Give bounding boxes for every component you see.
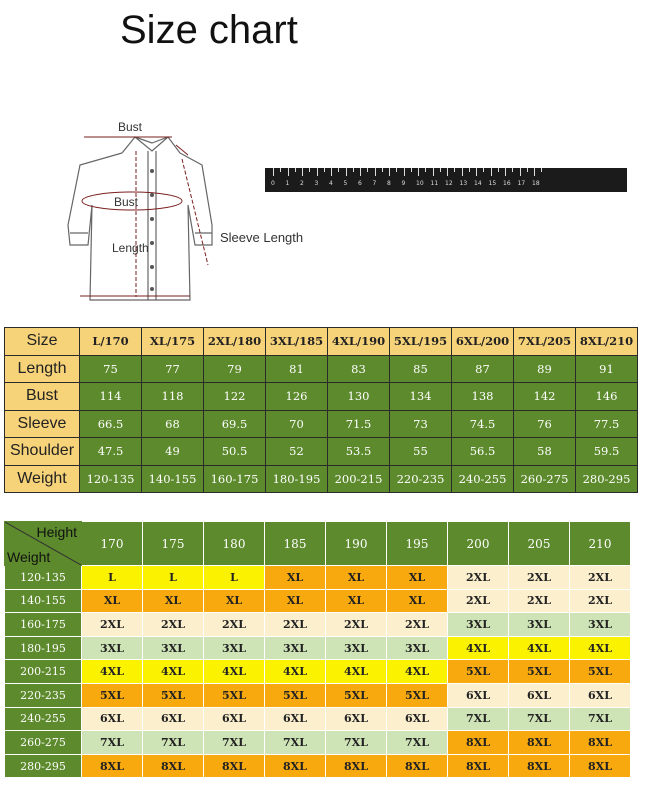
size-recommendation-cell: 2XL: [265, 613, 326, 637]
ruler-number: 17: [517, 180, 526, 187]
size-header-cell: XL/175: [142, 328, 204, 356]
ruler-half-tick: [527, 168, 528, 172]
size-recommendation-cell: 3XL: [204, 636, 265, 660]
ruler-number: 15: [488, 180, 497, 187]
height-header-cell: 210: [570, 522, 631, 566]
ruler-half-tick: [512, 168, 513, 172]
fit-table-row: [5, 707, 631, 731]
size-recommendation-cell: 8XL: [570, 731, 631, 755]
height-weight-fit-table: [4, 521, 631, 778]
ruler-tick: [346, 168, 347, 176]
table-cell: 260-275: [514, 465, 576, 493]
size-recommendation-cell: 8XL: [509, 731, 570, 755]
weight-axis-label: Weight: [7, 549, 51, 565]
ruler-half-tick: [425, 168, 426, 172]
size-recommendation-cell: 6XL: [448, 683, 509, 707]
size-recommendation-cell: 8XL: [448, 731, 509, 755]
size-recommendation-cell: 5XL: [326, 683, 387, 707]
fit-table-row: [5, 683, 631, 707]
size-recommendation-cell: 7XL: [204, 731, 265, 755]
ruler-half-tick: [469, 168, 470, 172]
ruler-number: 6: [358, 180, 362, 187]
ruler-number: 0: [271, 180, 275, 187]
size-recommendation-cell: 5XL: [387, 683, 448, 707]
sleeve-length-label: Sleeve Length: [220, 230, 304, 245]
height-axis-label: Height: [36, 524, 77, 540]
size-recommendation-cell: 5XL: [448, 660, 509, 684]
size-recommendation-cell: 8XL: [265, 754, 326, 778]
ruler-number: 7: [372, 180, 377, 187]
table-cell: 53.5: [328, 438, 390, 466]
size-recommendation-cell: 7XL: [143, 731, 204, 755]
measurement-row-length: [5, 355, 638, 383]
table-cell: 79: [204, 355, 266, 383]
table-cell: 220-235: [390, 465, 452, 493]
ruler-number: 12: [445, 180, 453, 187]
fit-table-row: [5, 566, 631, 590]
ruler-half-tick: [411, 168, 412, 172]
weight-row-label: 240-255: [5, 707, 82, 731]
ruler-number: 16: [503, 180, 511, 187]
ruler-number: 8: [387, 180, 391, 187]
row-label: Sleeve: [5, 410, 80, 438]
page-title: Size chart: [120, 8, 298, 52]
ruler-tick: [389, 168, 390, 176]
weight-row-label: 200-215: [5, 660, 82, 684]
weight-row-label: 160-175: [5, 613, 82, 637]
ruler-half-tick: [338, 168, 339, 172]
size-recommendation-cell: 4XL: [570, 636, 631, 660]
bust-top-label: Bust: [118, 120, 143, 134]
ruler-half-tick: [483, 168, 484, 172]
size-recommendation-cell: 8XL: [509, 754, 570, 778]
size-recommendation-cell: 3XL: [509, 613, 570, 637]
ruler-tick: [360, 168, 361, 176]
ruler-tick: [418, 168, 419, 176]
fit-table-row: [5, 754, 631, 778]
height-header-cell: 175: [143, 522, 204, 566]
ruler-number: 4: [329, 180, 333, 187]
size-recommendation-cell: 5XL: [509, 660, 570, 684]
size-recommendation-cell: 4XL: [265, 660, 326, 684]
table-cell: 55: [390, 438, 452, 466]
size-recommendation-cell: 4XL: [448, 636, 509, 660]
size-header-cell: 8XL/210: [576, 328, 638, 356]
ruler-tick: [476, 168, 477, 176]
table-cell: 126: [266, 383, 328, 411]
size-measurement-table: [4, 327, 638, 493]
bust-mid-label: Bust: [114, 195, 139, 209]
ruler-tick: [331, 168, 332, 176]
ruler-tick: [288, 168, 289, 176]
height-header-cell: 200: [448, 522, 509, 566]
fit-table-row: [5, 731, 631, 755]
size-recommendation-cell: 8XL: [143, 754, 204, 778]
size-recommendation-cell: L: [204, 566, 265, 590]
table-cell: 200-215: [328, 465, 390, 493]
size-recommendation-cell: 7XL: [570, 707, 631, 731]
size-recommendation-cell: 4XL: [143, 660, 204, 684]
table-cell: 142: [514, 383, 576, 411]
ruler-tick: [520, 168, 521, 176]
size-recommendation-cell: 4XL: [204, 660, 265, 684]
table-corner-cell: [5, 522, 82, 566]
height-header-cell: 180: [204, 522, 265, 566]
size-recommendation-cell: 2XL: [509, 566, 570, 590]
size-recommendation-cell: 4XL: [82, 660, 143, 684]
ruler-number: 18: [532, 180, 540, 187]
size-recommendation-cell: 3XL: [448, 613, 509, 637]
table-cell: 66.5: [80, 410, 142, 438]
size-recommendation-cell: 2XL: [82, 613, 143, 637]
table-cell: 140-155: [142, 465, 204, 493]
size-header-cell: 2XL/180: [204, 328, 266, 356]
size-recommendation-cell: L: [143, 566, 204, 590]
ruler-number: 5: [343, 180, 348, 187]
ruler-tick: [534, 168, 535, 176]
size-recommendation-cell: 7XL: [265, 731, 326, 755]
weight-row-label: 180-195: [5, 636, 82, 660]
table-cell: 180-195: [266, 465, 328, 493]
table-cell: 122: [204, 383, 266, 411]
fit-table-row: [5, 636, 631, 660]
measurement-row-shoulder: [5, 438, 638, 466]
size-recommendation-cell: 3XL: [265, 636, 326, 660]
ruler-half-tick: [280, 168, 281, 172]
ruler-tick: [302, 168, 303, 176]
measurement-row-sleeve: [5, 410, 638, 438]
table-cell: 59.5: [576, 438, 638, 466]
table-cell: 81: [266, 355, 328, 383]
ruler-tick: [273, 168, 274, 176]
size-recommendation-cell: 2XL: [509, 589, 570, 613]
size-recommendation-cell: 3XL: [82, 636, 143, 660]
size-header-cell: L/170: [80, 328, 142, 356]
size-recommendation-cell: 6XL: [204, 707, 265, 731]
ruler-number: 13: [459, 180, 468, 187]
size-recommendation-cell: XL: [265, 566, 326, 590]
size-recommendation-cell: 4XL: [387, 660, 448, 684]
height-header-cell: 185: [265, 522, 326, 566]
ruler-half-tick: [440, 168, 441, 172]
size-recommendation-cell: XL: [82, 589, 143, 613]
ruler-tick: [433, 168, 434, 176]
ruler-tick: [505, 168, 506, 176]
size-recommendation-cell: 3XL: [387, 636, 448, 660]
table-cell: 134: [390, 383, 452, 411]
size-recommendation-cell: XL: [265, 589, 326, 613]
table-cell: 69.5: [204, 410, 266, 438]
table-cell: 85: [390, 355, 452, 383]
size-header-cell: 5XL/195: [390, 328, 452, 356]
row-label: Weight: [5, 465, 80, 493]
ruler-tick: [491, 168, 492, 176]
size-header-cell: 6XL/200: [452, 328, 514, 356]
table-cell: 73: [390, 410, 452, 438]
size-recommendation-cell: 3XL: [143, 636, 204, 660]
ruler-half-tick: [367, 168, 368, 172]
ruler-half-tick: [295, 168, 296, 172]
ruler-number: 11: [430, 180, 439, 187]
table-cell: 118: [142, 383, 204, 411]
table-cell: 52: [266, 438, 328, 466]
ruler-tick: [404, 168, 405, 176]
row-label: Shoulder: [5, 438, 80, 466]
table-cell: 89: [514, 355, 576, 383]
table-cell: 58: [514, 438, 576, 466]
size-recommendation-cell: 6XL: [82, 707, 143, 731]
table-cell: 77: [142, 355, 204, 383]
size-recommendation-cell: XL: [387, 589, 448, 613]
size-recommendation-cell: XL: [326, 566, 387, 590]
weight-row-label: 140-155: [5, 589, 82, 613]
weight-row-label: 260-275: [5, 731, 82, 755]
table-cell: 75: [80, 355, 142, 383]
size-recommendation-cell: 8XL: [204, 754, 265, 778]
size-recommendation-cell: 4XL: [326, 660, 387, 684]
size-recommendation-cell: 2XL: [570, 566, 631, 590]
size-recommendation-cell: 8XL: [387, 754, 448, 778]
size-recommendation-cell: 5XL: [204, 683, 265, 707]
shirt-outline-icon: [68, 137, 212, 300]
ruler-half-tick: [382, 168, 383, 172]
ruler-number: 3: [314, 180, 319, 187]
size-recommendation-cell: 7XL: [326, 731, 387, 755]
size-recommendation-cell: XL: [326, 589, 387, 613]
size-recommendation-cell: 7XL: [82, 731, 143, 755]
table-cell: 130: [328, 383, 390, 411]
size-recommendation-cell: 6XL: [326, 707, 387, 731]
ruler-tick: [462, 168, 463, 176]
size-header-row: [5, 328, 638, 356]
size-header-label: Size: [5, 328, 80, 356]
size-recommendation-cell: 2XL: [448, 566, 509, 590]
table-cell: 74.5: [452, 410, 514, 438]
ruler-half-tick: [353, 168, 354, 172]
size-recommendation-cell: 6XL: [570, 683, 631, 707]
table-cell: 240-255: [452, 465, 514, 493]
size-recommendation-cell: 6XL: [509, 683, 570, 707]
table-cell: 138: [452, 383, 514, 411]
size-recommendation-cell: 3XL: [326, 636, 387, 660]
size-recommendation-cell: 2XL: [570, 589, 631, 613]
size-header-cell: 3XL/185: [266, 328, 328, 356]
table-cell: 77.5: [576, 410, 638, 438]
ruler-number: 10: [416, 180, 424, 187]
size-header-cell: 7XL/205: [514, 328, 576, 356]
size-recommendation-cell: 2XL: [448, 589, 509, 613]
table-cell: 71.5: [328, 410, 390, 438]
table-cell: 50.5: [204, 438, 266, 466]
size-recommendation-cell: 6XL: [143, 707, 204, 731]
size-recommendation-cell: 7XL: [448, 707, 509, 731]
ruler-tick: [317, 168, 318, 176]
ruler-number: 1: [285, 180, 290, 187]
ruler-number: 14: [474, 180, 482, 187]
size-recommendation-cell: 8XL: [570, 754, 631, 778]
size-recommendation-cell: 3XL: [570, 613, 631, 637]
size-recommendation-cell: 7XL: [509, 707, 570, 731]
height-header-row: [5, 522, 631, 566]
size-recommendation-cell: 8XL: [448, 754, 509, 778]
size-recommendation-cell: 7XL: [387, 731, 448, 755]
size-recommendation-cell: XL: [204, 589, 265, 613]
fit-table-row: [5, 613, 631, 637]
table-cell: 87: [452, 355, 514, 383]
table-cell: 83: [328, 355, 390, 383]
fit-table-row: [5, 589, 631, 613]
row-label: Length: [5, 355, 80, 383]
size-recommendation-cell: 2XL: [326, 613, 387, 637]
ruler-half-tick: [541, 168, 542, 172]
height-header-cell: 195: [387, 522, 448, 566]
table-cell: 146: [576, 383, 638, 411]
table-cell: 47.5: [80, 438, 142, 466]
size-recommendation-cell: 6XL: [265, 707, 326, 731]
size-recommendation-cell: XL: [143, 589, 204, 613]
row-label: Bust: [5, 383, 80, 411]
ruler-number: 2: [300, 180, 304, 187]
table-cell: 120-135: [80, 465, 142, 493]
size-recommendation-cell: 5XL: [143, 683, 204, 707]
measurement-row-bust: [5, 383, 638, 411]
height-header-cell: 205: [509, 522, 570, 566]
size-recommendation-cell: 5XL: [265, 683, 326, 707]
length-label: Length: [112, 241, 149, 255]
ruler-number: 9: [401, 180, 406, 187]
size-recommendation-cell: 2XL: [387, 613, 448, 637]
ruler-half-tick: [324, 168, 325, 172]
table-cell: 160-175: [204, 465, 266, 493]
size-recommendation-cell: 2XL: [143, 613, 204, 637]
size-recommendation-cell: 5XL: [570, 660, 631, 684]
size-recommendation-cell: 5XL: [82, 683, 143, 707]
table-cell: 280-295: [576, 465, 638, 493]
size-recommendation-cell: 8XL: [326, 754, 387, 778]
measuring-ruler: [265, 168, 627, 192]
measurement-row-weight: [5, 465, 638, 493]
size-recommendation-cell: 6XL: [387, 707, 448, 731]
size-recommendation-cell: 2XL: [204, 613, 265, 637]
fit-table-row: [5, 660, 631, 684]
weight-row-label: 280-295: [5, 754, 82, 778]
table-cell: 68: [142, 410, 204, 438]
table-cell: 49: [142, 438, 204, 466]
table-cell: 114: [80, 383, 142, 411]
size-recommendation-cell: L: [82, 566, 143, 590]
weight-row-label: 120-135: [5, 566, 82, 590]
ruler-tick: [375, 168, 376, 176]
size-header-cell: 4XL/190: [328, 328, 390, 356]
ruler-tick: [447, 168, 448, 176]
size-recommendation-cell: XL: [387, 566, 448, 590]
ruler-half-tick: [309, 168, 310, 172]
ruler-half-tick: [454, 168, 455, 172]
size-recommendation-cell: 4XL: [509, 636, 570, 660]
height-header-cell: 190: [326, 522, 387, 566]
table-cell: 76: [514, 410, 576, 438]
table-cell: 70: [266, 410, 328, 438]
table-cell: 91: [576, 355, 638, 383]
shirt-buttons: [150, 169, 154, 291]
height-header-cell: 170: [82, 522, 143, 566]
shirt-measurement-diagram: [40, 115, 320, 315]
ruler-half-tick: [498, 168, 499, 172]
weight-row-label: 220-235: [5, 683, 82, 707]
table-cell: 56.5: [452, 438, 514, 466]
ruler-half-tick: [396, 168, 397, 172]
size-recommendation-cell: 8XL: [82, 754, 143, 778]
